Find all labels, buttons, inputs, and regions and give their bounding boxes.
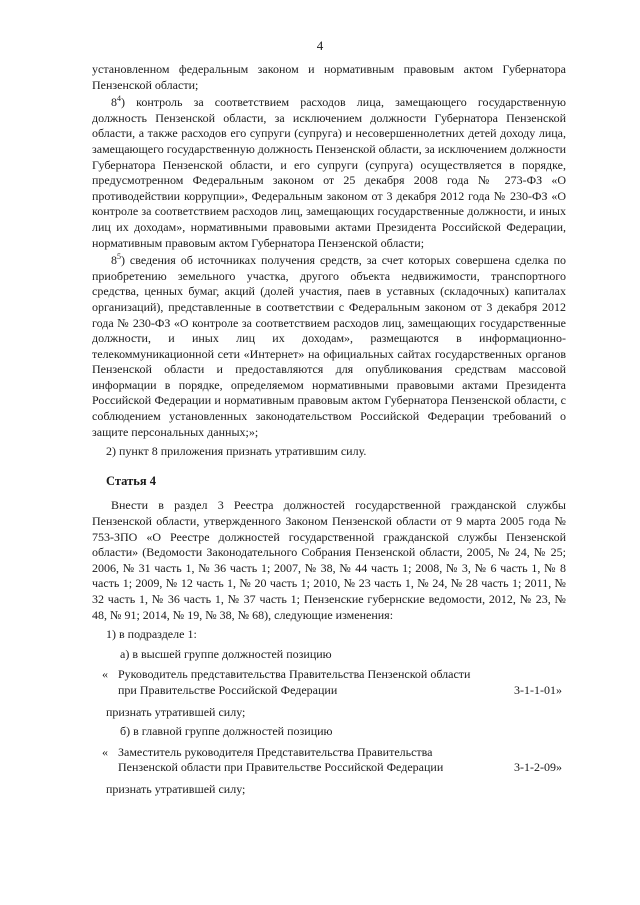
- intro-paragraph: установленном федеральным законом и нормативным правовым актом Губернатора Пензенской области;: [92, 62, 566, 92]
- quote-open-mark: «: [102, 667, 108, 682]
- position-code: 3-1-2-09»: [514, 760, 562, 775]
- subitem-a: а) в высшей группе должностей позицию: [120, 646, 332, 661]
- quoted-position-2: [92, 745, 566, 776]
- repeal-line-2: признать утратившей силу;: [106, 781, 246, 796]
- position-title: Заместитель руководителя Представительства Правительства Пензенской области при Правительстве Российской Федерации: [118, 744, 444, 775]
- subsection-1: 1) в подразделе 1:: [106, 627, 197, 642]
- position-title: Руководитель представительства Правительства Пензенской области при Правительстве Российской Федерации: [118, 667, 471, 697]
- repeal-line-1: признать утратившей силу;: [106, 704, 246, 719]
- item-8-4-superscript: 4: [117, 94, 121, 104]
- paragraph-item-8-4: [92, 95, 566, 251]
- position-code: 3-1-1-01»: [514, 682, 562, 697]
- quote-open-mark: «: [102, 744, 108, 759]
- paragraph-item-8-5: [92, 253, 566, 440]
- item-8-5-number: 8: [111, 253, 117, 268]
- document-body: [92, 62, 566, 798]
- item-8-5-text: ) сведения об источниках получения средств, за счет которых совершена сделка по приобретению земельного участка, другого объекта недвижимости, транспортного средства, ценных бумаг, акций (долей участия, паев в уставных (складочных) капиталах организаций), представленные в соответствии с Федеральным законом от 3 декабря 2012 года № 230-ФЗ «О контроле за соответствием расходов лиц, замещающих государственные должности, и иных лиц их доходам», размещаются в информационно-телекоммуникационной сети «Интернет» на официальных сайтах государственных органов Пензенской области и предоставляются для опубликования средствам массовой информации в порядке, определяемом нормативными правовыми актами Президента Российской Федерации и нормативным правовым актом Губернатора Пензенской области, с соблюдением установленных законодательством Российской Федерации требований о защите персональных данных;»;: [92, 253, 566, 439]
- item-8-4-text: ) контроль за соответствием расходов лица, замещающего государственную должность Пензенской области, за исключением должности Губернатора Пензенской области, а также расходов его супруги (супруга) и несовершеннолетних детей доходу лица, замещающего государственную должность Пензенской области, за исключением должности Губернатора Пензенской области, и его супруги (супруга) осуществляется в порядке, предусмотренном Федеральным законом от 25 декабря 2008 года № 273-ФЗ «О противодействии коррупции», Федеральным законом от 3 декабря 2012 года № 230-ФЗ «О контроле за соответствием расходов лиц, замещающих государственные должности, и иных лиц их доходам», нормативными правовыми актами Президента Российской Федерации, нормативным правовым актом Губернатора Пензенской области;: [92, 95, 566, 250]
- page-number: 4: [316, 38, 324, 53]
- article-body: Внести в раздел 3 Реестра должностей государственной гражданской службы Пензенской области, утвержденного Законом Пензенской области от 9 марта 2005 года № 753-ЗПО «О Реестре должностей государственной гражданской службы Пензенской области» (Ведомости Законодательного Собрания Пензенской области, 2005, № 24, № 25; 2006, № 31 часть 1, № 36 часть 1; 2007, № 38, № 44 часть 1; 2008, № 3, № 6 часть 1, № 8 часть 1; 2009, № 12 часть 1, № 20 часть 1; 2010, № 23 часть 1, № 24, № 28 часть 1; 2011, № 32 часть 1, № 36 часть 1, № 37 часть 1; Пензенские губернские ведомости, 2012, № 23, № 48, № 91; 2014, № 19, № 38, № 68), следующие изменения:: [92, 498, 566, 622]
- paragraph-item-2: 2) пункт 8 приложения признать утратившим силу.: [106, 444, 367, 459]
- quoted-position-1: [92, 667, 566, 698]
- item-8-5-superscript: 5: [117, 252, 121, 262]
- subitem-b: б) в главной группе должностей позицию: [120, 724, 333, 739]
- item-8-4-number: 8: [111, 95, 117, 110]
- article-heading: Статья 4: [106, 473, 156, 488]
